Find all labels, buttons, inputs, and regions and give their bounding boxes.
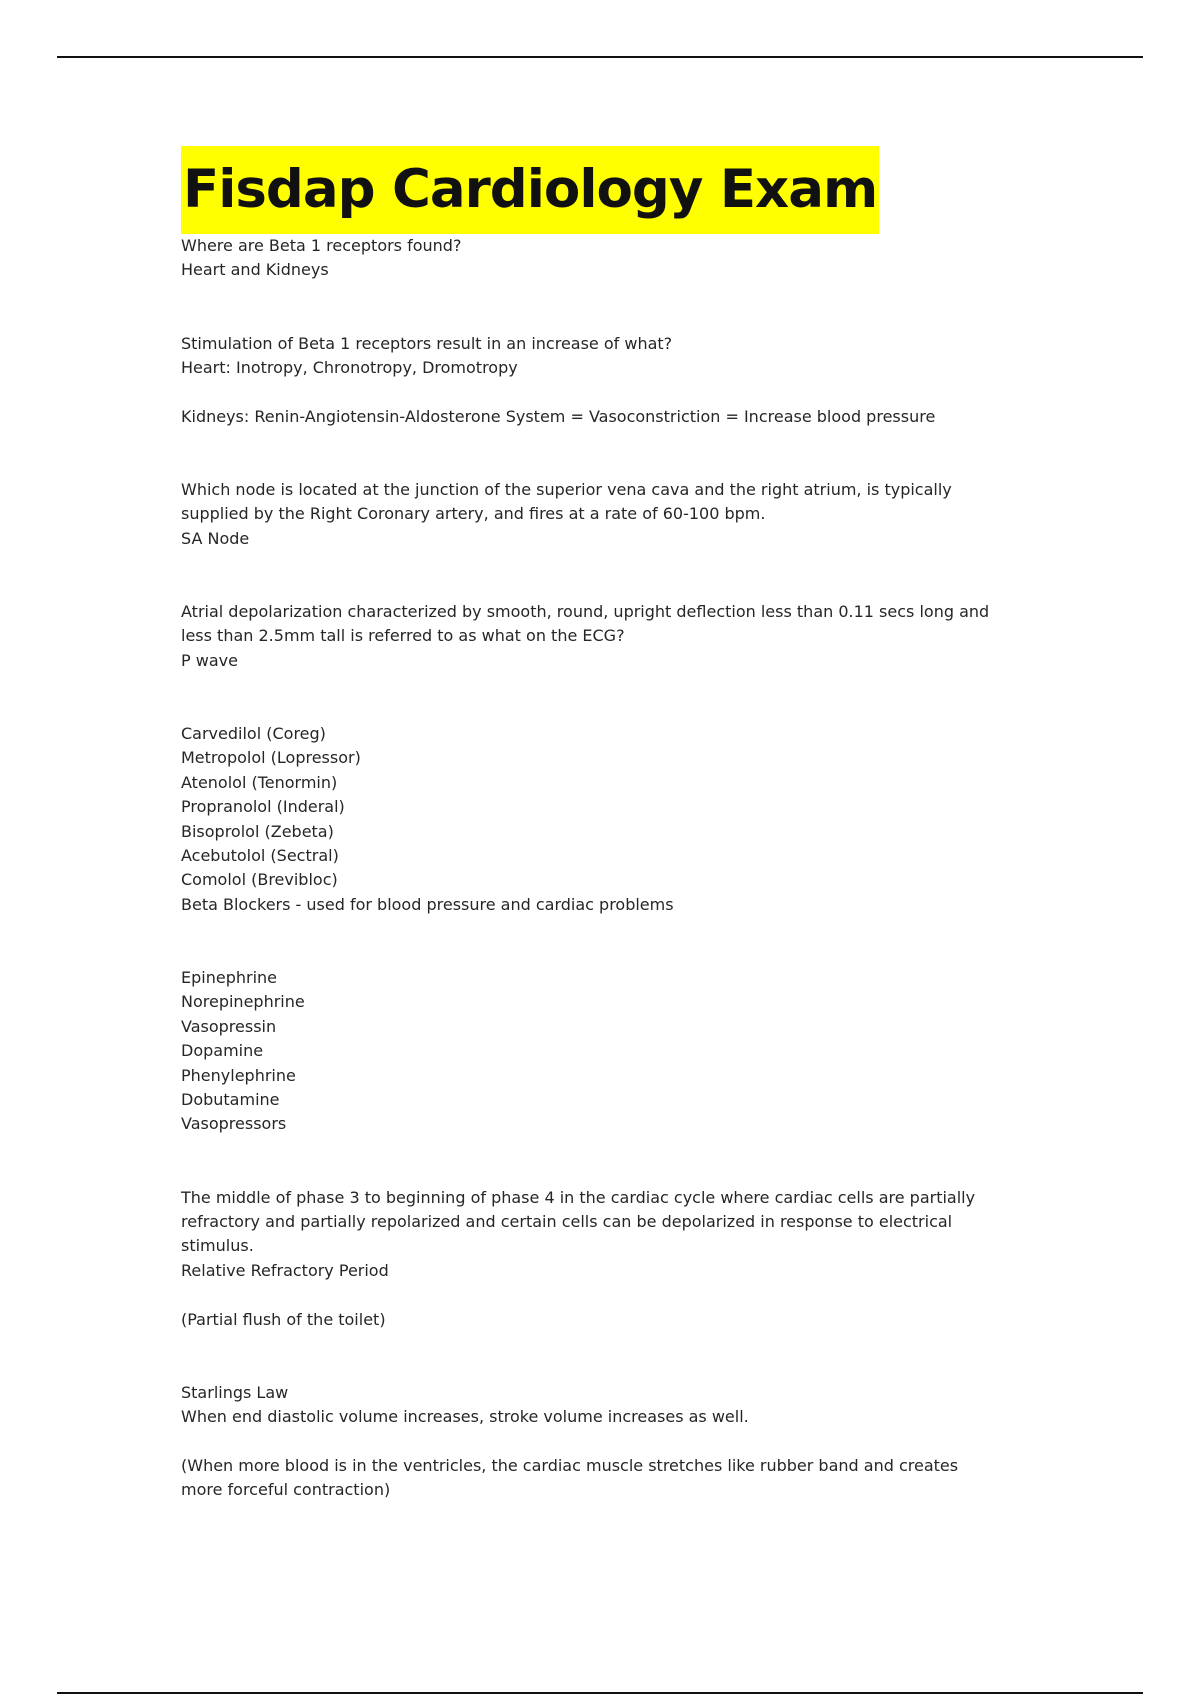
text-line: Atrial depolarization characterized by smooth, round, upright deflection less than 0.11 secs long and [181,601,990,621]
text-line: (Partial flush of the toilet) [181,1309,386,1329]
text-line: (When more blood is in the ventricles, the cardiac muscle stretches like rubber band and creates [181,1456,959,1476]
text-line: Atenolol (Tenormin) [181,772,338,792]
document-title: Fisdap Cardiology Exam [181,146,879,234]
top-rule [57,56,1143,58]
blank-line [181,283,1021,307]
text-line: When end diastolic volume increases, stroke volume increases as well. [181,1407,749,1427]
blank-line [181,1161,1021,1185]
blank-line [181,942,1021,966]
text-line: Phenylephrine [181,1065,296,1085]
text-line: Bisoprolol (Zebeta) [181,821,334,841]
text-line: Heart and Kidneys [181,260,329,280]
text-line: P wave [181,650,238,670]
text-line: Comolol (Brevibloc) [181,870,338,890]
text-line: Acebutolol (Sectral) [181,846,339,866]
text-line: Beta Blockers - used for blood pressure and cardiac problems [181,894,674,914]
bottom-rule [57,1692,1143,1694]
text-line: The middle of phase 3 to beginning of phase 4 in the cardiac cycle where cardiac cells are partially [181,1187,976,1207]
text-line: Dobutamine [181,1090,280,1110]
text-line: Relative Refractory Period [181,1260,389,1280]
text-line: Norepinephrine [181,992,305,1012]
blank-line [181,917,1021,941]
text-line: Carvedilol (Coreg) [181,723,326,743]
text-line: Metropolol (Lopressor) [181,748,361,768]
text-line: Epinephrine [181,968,277,988]
text-line: refractory and partially repolarized and certain cells can be depolarized in response to electrical [181,1212,953,1232]
blank-line [181,454,1021,478]
blank-line [181,576,1021,600]
text-line: Where are Beta 1 receptors found? [181,236,462,255]
text-line: Starlings Law [181,1382,289,1402]
text-line: less than 2.5mm tall is referred to as what on the ECG? [181,626,625,646]
blank-line [181,1356,1021,1380]
blank-line [181,673,1021,697]
blank-line [181,1430,1021,1454]
text-line: SA Node [181,528,250,548]
text-line: Vasopressin [181,1016,277,1036]
text-line: Heart: Inotropy, Chronotropy, Dromotropy [181,358,518,377]
blank-line [181,1332,1021,1356]
text-line: Which node is located at the junction of the superior vena cava and the right atrium, is typically [181,479,952,499]
text-line: supplied by the Right Coronary artery, and fires at a rate of 60-100 bpm. [181,504,766,524]
blank-line [181,307,1021,331]
blank-line [181,380,1021,404]
document-body [181,146,1021,1503]
document-text [181,234,1021,1503]
text-line: Vasopressors [181,1114,287,1134]
text-line: Kidneys: Renin-Angiotensin-Aldosterone System = Vasoconstriction = Increase blood pressure [181,406,936,426]
text-line: Propranolol (Inderal) [181,797,345,817]
text-line: stimulus. [181,1236,254,1256]
text-line: Stimulation of Beta 1 receptors result in an increase of what? [181,333,673,353]
text-line: Dopamine [181,1041,264,1061]
blank-line [181,698,1021,722]
blank-line [181,551,1021,575]
blank-line [181,1137,1021,1161]
text-line: more forceful contraction) [181,1480,391,1500]
blank-line [181,1283,1021,1307]
blank-line [181,429,1021,453]
